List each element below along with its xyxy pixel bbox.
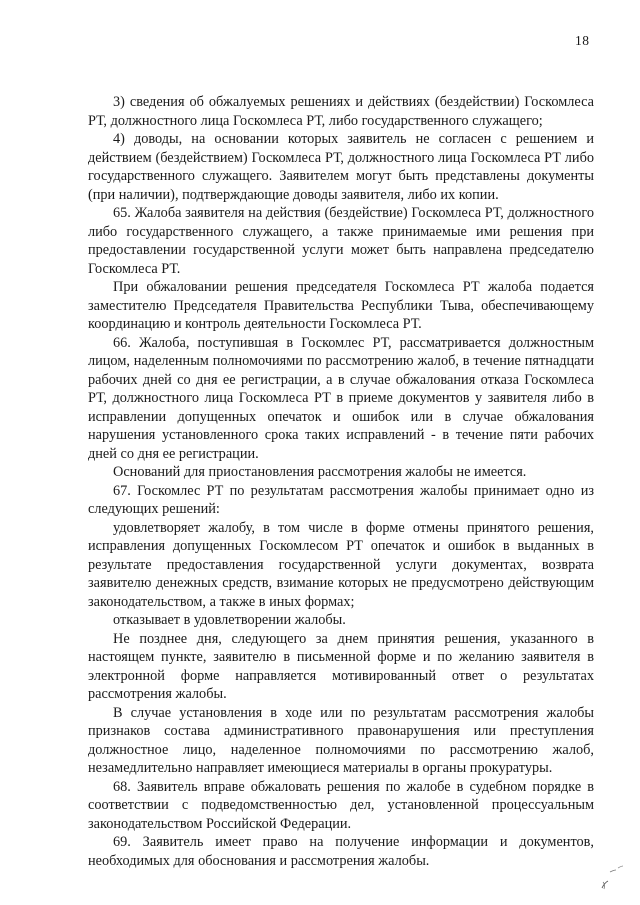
handwritten-mark-icon — [598, 862, 626, 892]
paragraph-clause-66: 66. Жалоба, поступившая в Госкомлес РТ, рассматривается должностным лицом, наделенным полномочиями по рассмотрению жалоб, в течение пятнадцати рабочих дней со дня ее регистрации, а в случае обжалования отказа Госкомлеса РТ, должностного лица Госкомлеса РТ в приеме документов у заявителя либо в исправлении допущенных опечаток и ошибок или в случае обжалования нарушения установленного срока таких исправлений - в течение пяти рабочих дней со дня ее регистрации. — [88, 334, 594, 462]
paragraph-no-suspension: Оснований для приостановления рассмотрения жалобы не имеется. — [113, 464, 527, 480]
paragraph-item-4: 4) доводы, на основании которых заявитель не согласен с решением и действием (бездействием) Госкомлеса РТ, должностного лица Госкомлеса РТ либо государственного служащего. Заявителем могут быть представлены документы (при наличии), подтверждающие доводы заявителя, либо их копии. — [88, 131, 594, 203]
paragraph-appeal-chairman: При обжаловании решения председателя Госкомлеса РТ жалоба подается заместителю Председателя Правительства Республики Тыва, обеспечивающему координацию и контроль деятельности Госкомлеса РТ. — [88, 279, 594, 332]
document-body — [88, 93, 594, 870]
paragraph-response-deadline: Не позднее дня, следующего за днем принятия решения, указанного в настоящем пункте, заявителю в письменной форме и по желанию заявителя в электронной форме направляется мотивированный ответ о результатах рассмотрения жалобы. — [88, 630, 594, 702]
paragraph-item-3: 3) сведения об обжалуемых решениях и действиях (бездействии) Госкомлеса РТ, должностного лица Госкомлеса РТ, либо государственного служащего; — [88, 94, 594, 129]
paragraph-clause-68: 68. Заявитель вправе обжаловать решения по жалобе в судебном порядке в соответствии с подведомственностью дел, установленной процессуальным законодательством Российской Федерации. — [88, 778, 594, 832]
paragraph-clause-67: 67. Госкомлес РТ по результатам рассмотрения жалобы принимает одно из следующих решений: — [88, 482, 594, 517]
paragraph-satisfies: удовлетворяет жалобу, в том числе в форме отмены принятого решения, исправления допущенных Госкомлесом РТ опечаток и ошибок в выданных в результате предоставления государственной услуги документах, возврата заявителю денежных средств, взимание которых не предусмотрено действующим законодательством, а также в иных формах; — [88, 519, 594, 610]
paragraph-refuses: отказывает в удовлетворении жалобы. — [113, 612, 346, 628]
page-number: 18 — [575, 33, 590, 48]
paragraph-clause-69: 69. Заявитель имеет право на получение информации и документов, необходимых для обоснования и рассмотрения жалобы. — [88, 834, 594, 869]
paragraph-clause-65: 65. Жалоба заявителя на действия (бездействие) Госкомлеса РТ, должностного либо государственного служащего, а также принимаемые ими решения при предоставлении государственной услуги может быть направлена председателю Госкомлеса РТ. — [88, 205, 594, 277]
paragraph-prosecution: В случае установления в ходе или по результатам рассмотрения жалобы признаков состава административного правонарушения или преступления должностное лицо, наделенное полномочиями по рассмотрению жалоб, незамедлительно направляет имеющиеся материалы в органы прокуратуры. — [88, 704, 594, 776]
